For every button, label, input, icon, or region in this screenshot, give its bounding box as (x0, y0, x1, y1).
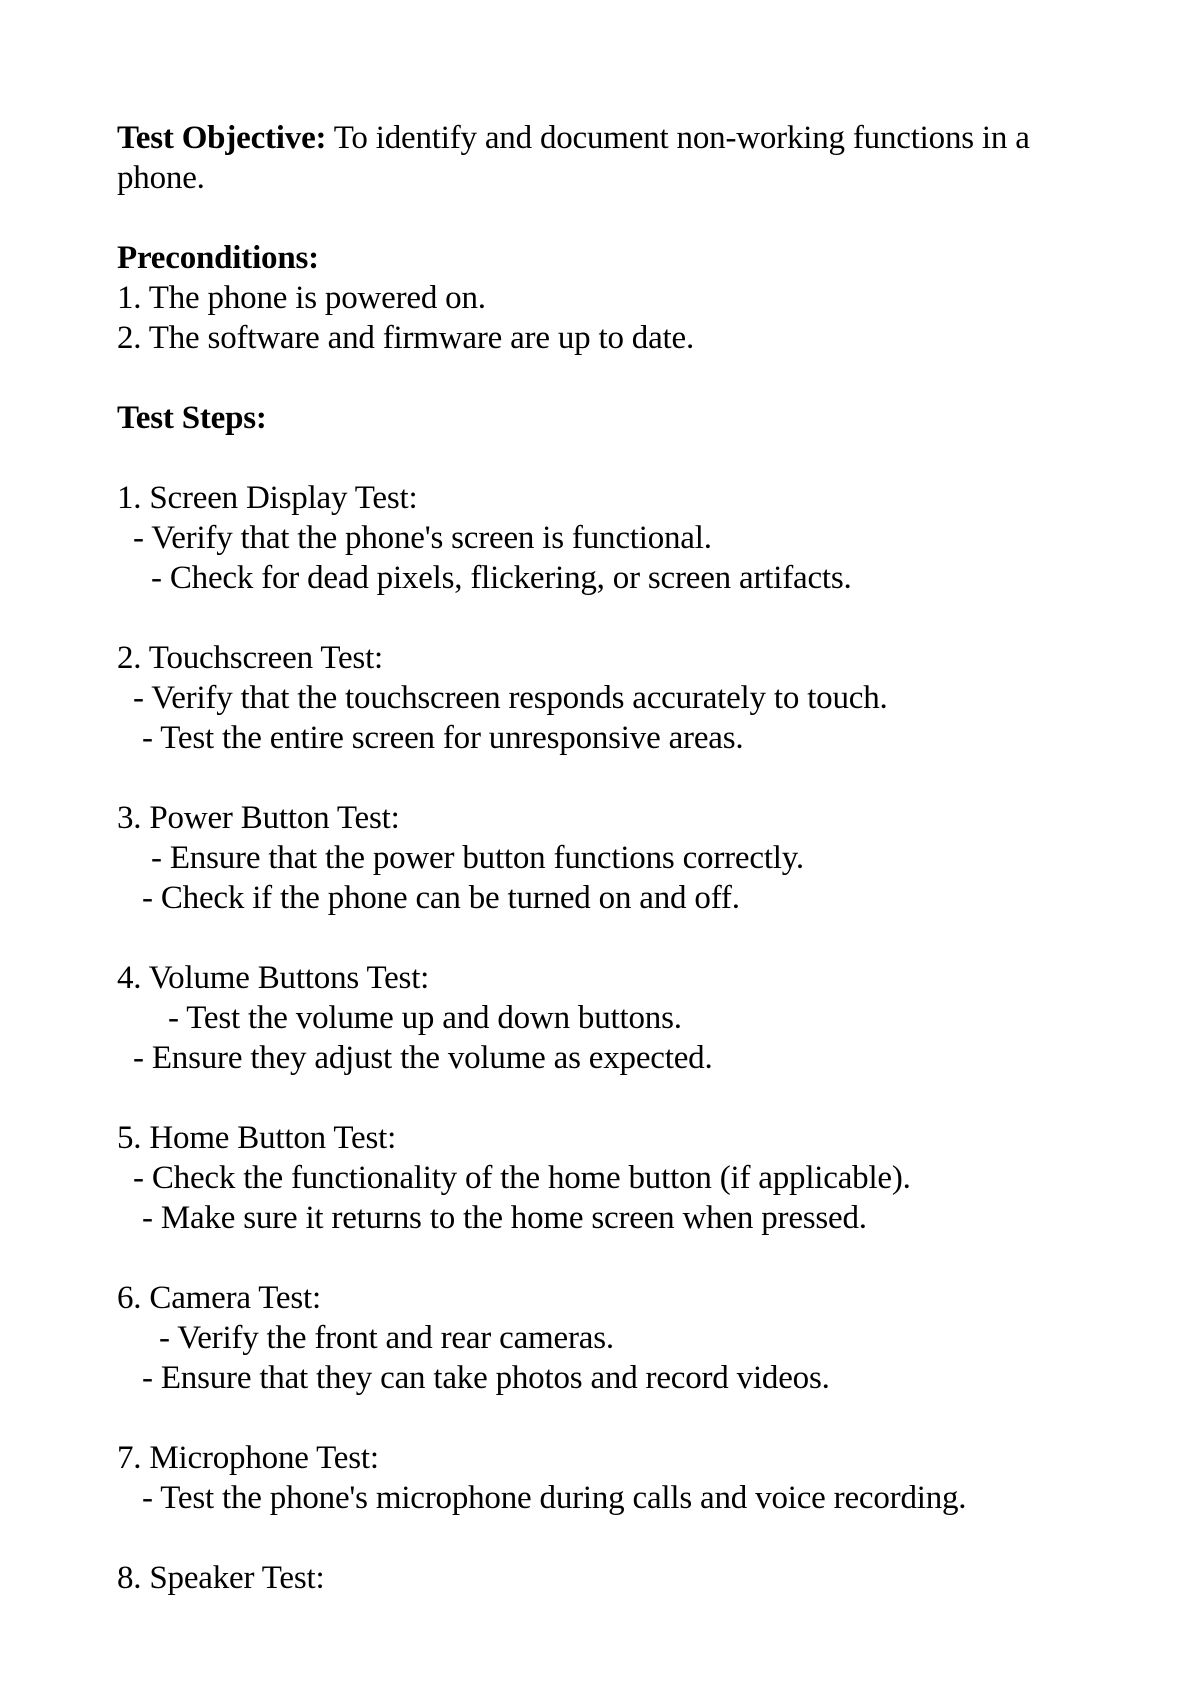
objective-line (117, 118, 1030, 158)
step-title: 2. Touchscreen Test: (117, 640, 384, 676)
step-detail: - Test the phone's microphone during calls and voice recording. (142, 1480, 967, 1516)
step-title: 4. Volume Buttons Test: (117, 960, 430, 996)
precondition-item: 2. The software and firmware are up to date. (117, 320, 695, 356)
precondition-item: 1. The phone is powered on. (117, 280, 486, 316)
preconditions-heading: Preconditions: (117, 240, 319, 276)
step-title: 6. Camera Test: (117, 1280, 321, 1316)
step-detail: - Check if the phone can be turned on and off. (142, 880, 740, 916)
step-title: 1. Screen Display Test: (117, 480, 418, 516)
step-detail: - Test the entire screen for unresponsive areas. (142, 720, 744, 756)
step-detail: - Test the volume up and down buttons. (168, 1000, 682, 1036)
test-steps-heading: Test Steps: (117, 400, 267, 436)
step-detail: - Ensure that the power button functions correctly. (151, 840, 804, 876)
step-title: 7. Microphone Test: (117, 1440, 379, 1476)
step-detail: - Ensure they adjust the volume as expected. (133, 1040, 713, 1076)
step-detail: - Verify that the phone's screen is functional. (133, 520, 712, 556)
objective-continuation: phone. (117, 160, 205, 196)
step-title: 5. Home Button Test: (117, 1120, 397, 1156)
step-detail: - Ensure that they can take photos and record videos. (142, 1360, 830, 1396)
step-detail: - Check for dead pixels, flickering, or screen artifacts. (151, 560, 852, 596)
step-detail: - Make sure it returns to the home screen when pressed. (142, 1200, 867, 1236)
objective-text: To identify and document non-working functions in a (326, 120, 1030, 156)
step-title: 8. Speaker Test: (117, 1560, 325, 1596)
step-detail: - Verify the front and rear cameras. (159, 1320, 614, 1356)
step-detail: - Verify that the touchscreen responds accurately to touch. (133, 680, 888, 716)
step-detail: - Check the functionality of the home button (if applicable). (133, 1160, 911, 1196)
objective-label: Test Objective: (117, 120, 327, 156)
step-title: 3. Power Button Test: (117, 800, 400, 836)
